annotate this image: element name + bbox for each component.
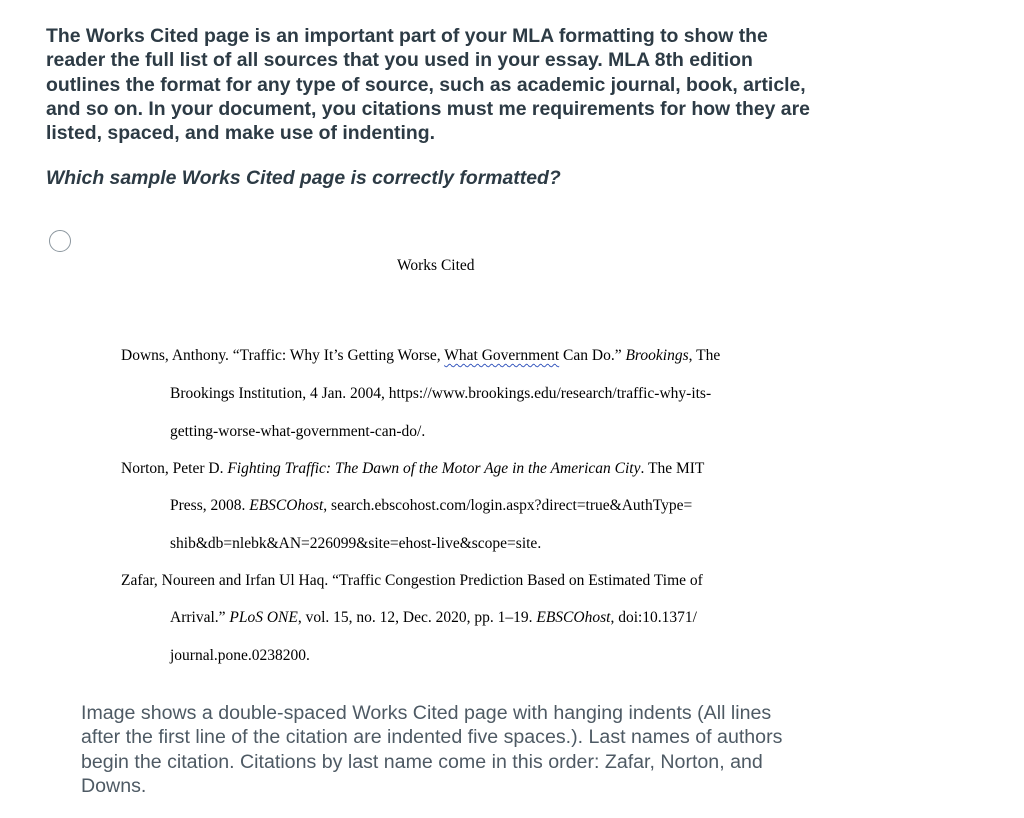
citation-line: [170, 647, 310, 665]
italic-title-text: EBSCOhost: [249, 497, 324, 514]
question-text: The Works Cited page is an important part of your MLA formatting to show the reader the full list of all sources that you used in your essay. MLA 8th edition outlines the format for any type of source, such as academic journal, book, article, and so on. In your document, you citations must me requirements for how they are listed, spaced, and make use of indenting.: [46, 25, 810, 145]
citation-text: Press, 2008.: [170, 497, 250, 514]
citation-line: [121, 347, 720, 365]
citation-text: journal.pone.0238200.: [170, 647, 310, 664]
citation-text: Norton, Peter D.: [121, 460, 228, 477]
citation-line: [170, 497, 692, 515]
citation-text: , search.ebscohost.com/login.aspx?direct=true&AuthType=: [323, 497, 693, 514]
citation-text: Downs, Anthony. “Traffic: Why It’s Getting Worse,: [121, 347, 445, 364]
citation-line: [170, 385, 711, 403]
question-prompt: Which sample Works Cited page is correctly formatted?: [46, 167, 561, 189]
answer-radio-button[interactable]: [49, 230, 71, 252]
citation-text: Brookings Institution, 4 Jan. 2004, https://www.brookings.edu/research/traffic-why-its-: [170, 385, 712, 402]
grammar-flag-text: What Government: [444, 347, 560, 364]
citation-line: [121, 572, 703, 590]
italic-title-text: Fighting Traffic: The Dawn of the Motor Age in the American City: [227, 460, 641, 477]
citation-line: [170, 423, 425, 441]
citation-text: , The: [688, 347, 721, 364]
citation-text: Can Do.”: [559, 347, 626, 364]
citation-text: , doi:10.1371/: [610, 609, 697, 626]
citation-text: shib&db=nlebk&AN=226099&site=ehost-live&scope=site.: [170, 535, 542, 552]
citation-text: getting-worse-what-government-can-do/.: [170, 423, 426, 440]
citation-text: , vol. 15, no. 12, Dec. 2020, pp. 1–19.: [297, 609, 537, 626]
citation-line: [170, 535, 541, 553]
citation-text: . The MIT: [640, 460, 705, 477]
italic-title-text: EBSCOhost: [536, 609, 611, 626]
works-cited-title: Works Cited: [397, 257, 475, 274]
italic-title-text: PLoS ONE: [229, 609, 298, 626]
citation-text: Arrival.”: [170, 609, 230, 626]
citation-line: [121, 460, 704, 478]
citation-line: [170, 609, 697, 627]
italic-title-text: Brookings: [625, 347, 689, 364]
option-description: Image shows a double-spaced Works Cited page with hanging indents (All lines after the first line of the citation are indented five spaces.). Last names of authors begin the citation. Citations by last name come in this order: Zafar, Norton, and Downs.: [81, 702, 783, 797]
citation-text: Zafar, Noureen and Irfan Ul Haq. “Traffic Congestion Prediction Based on Estimated Time of: [121, 572, 703, 589]
